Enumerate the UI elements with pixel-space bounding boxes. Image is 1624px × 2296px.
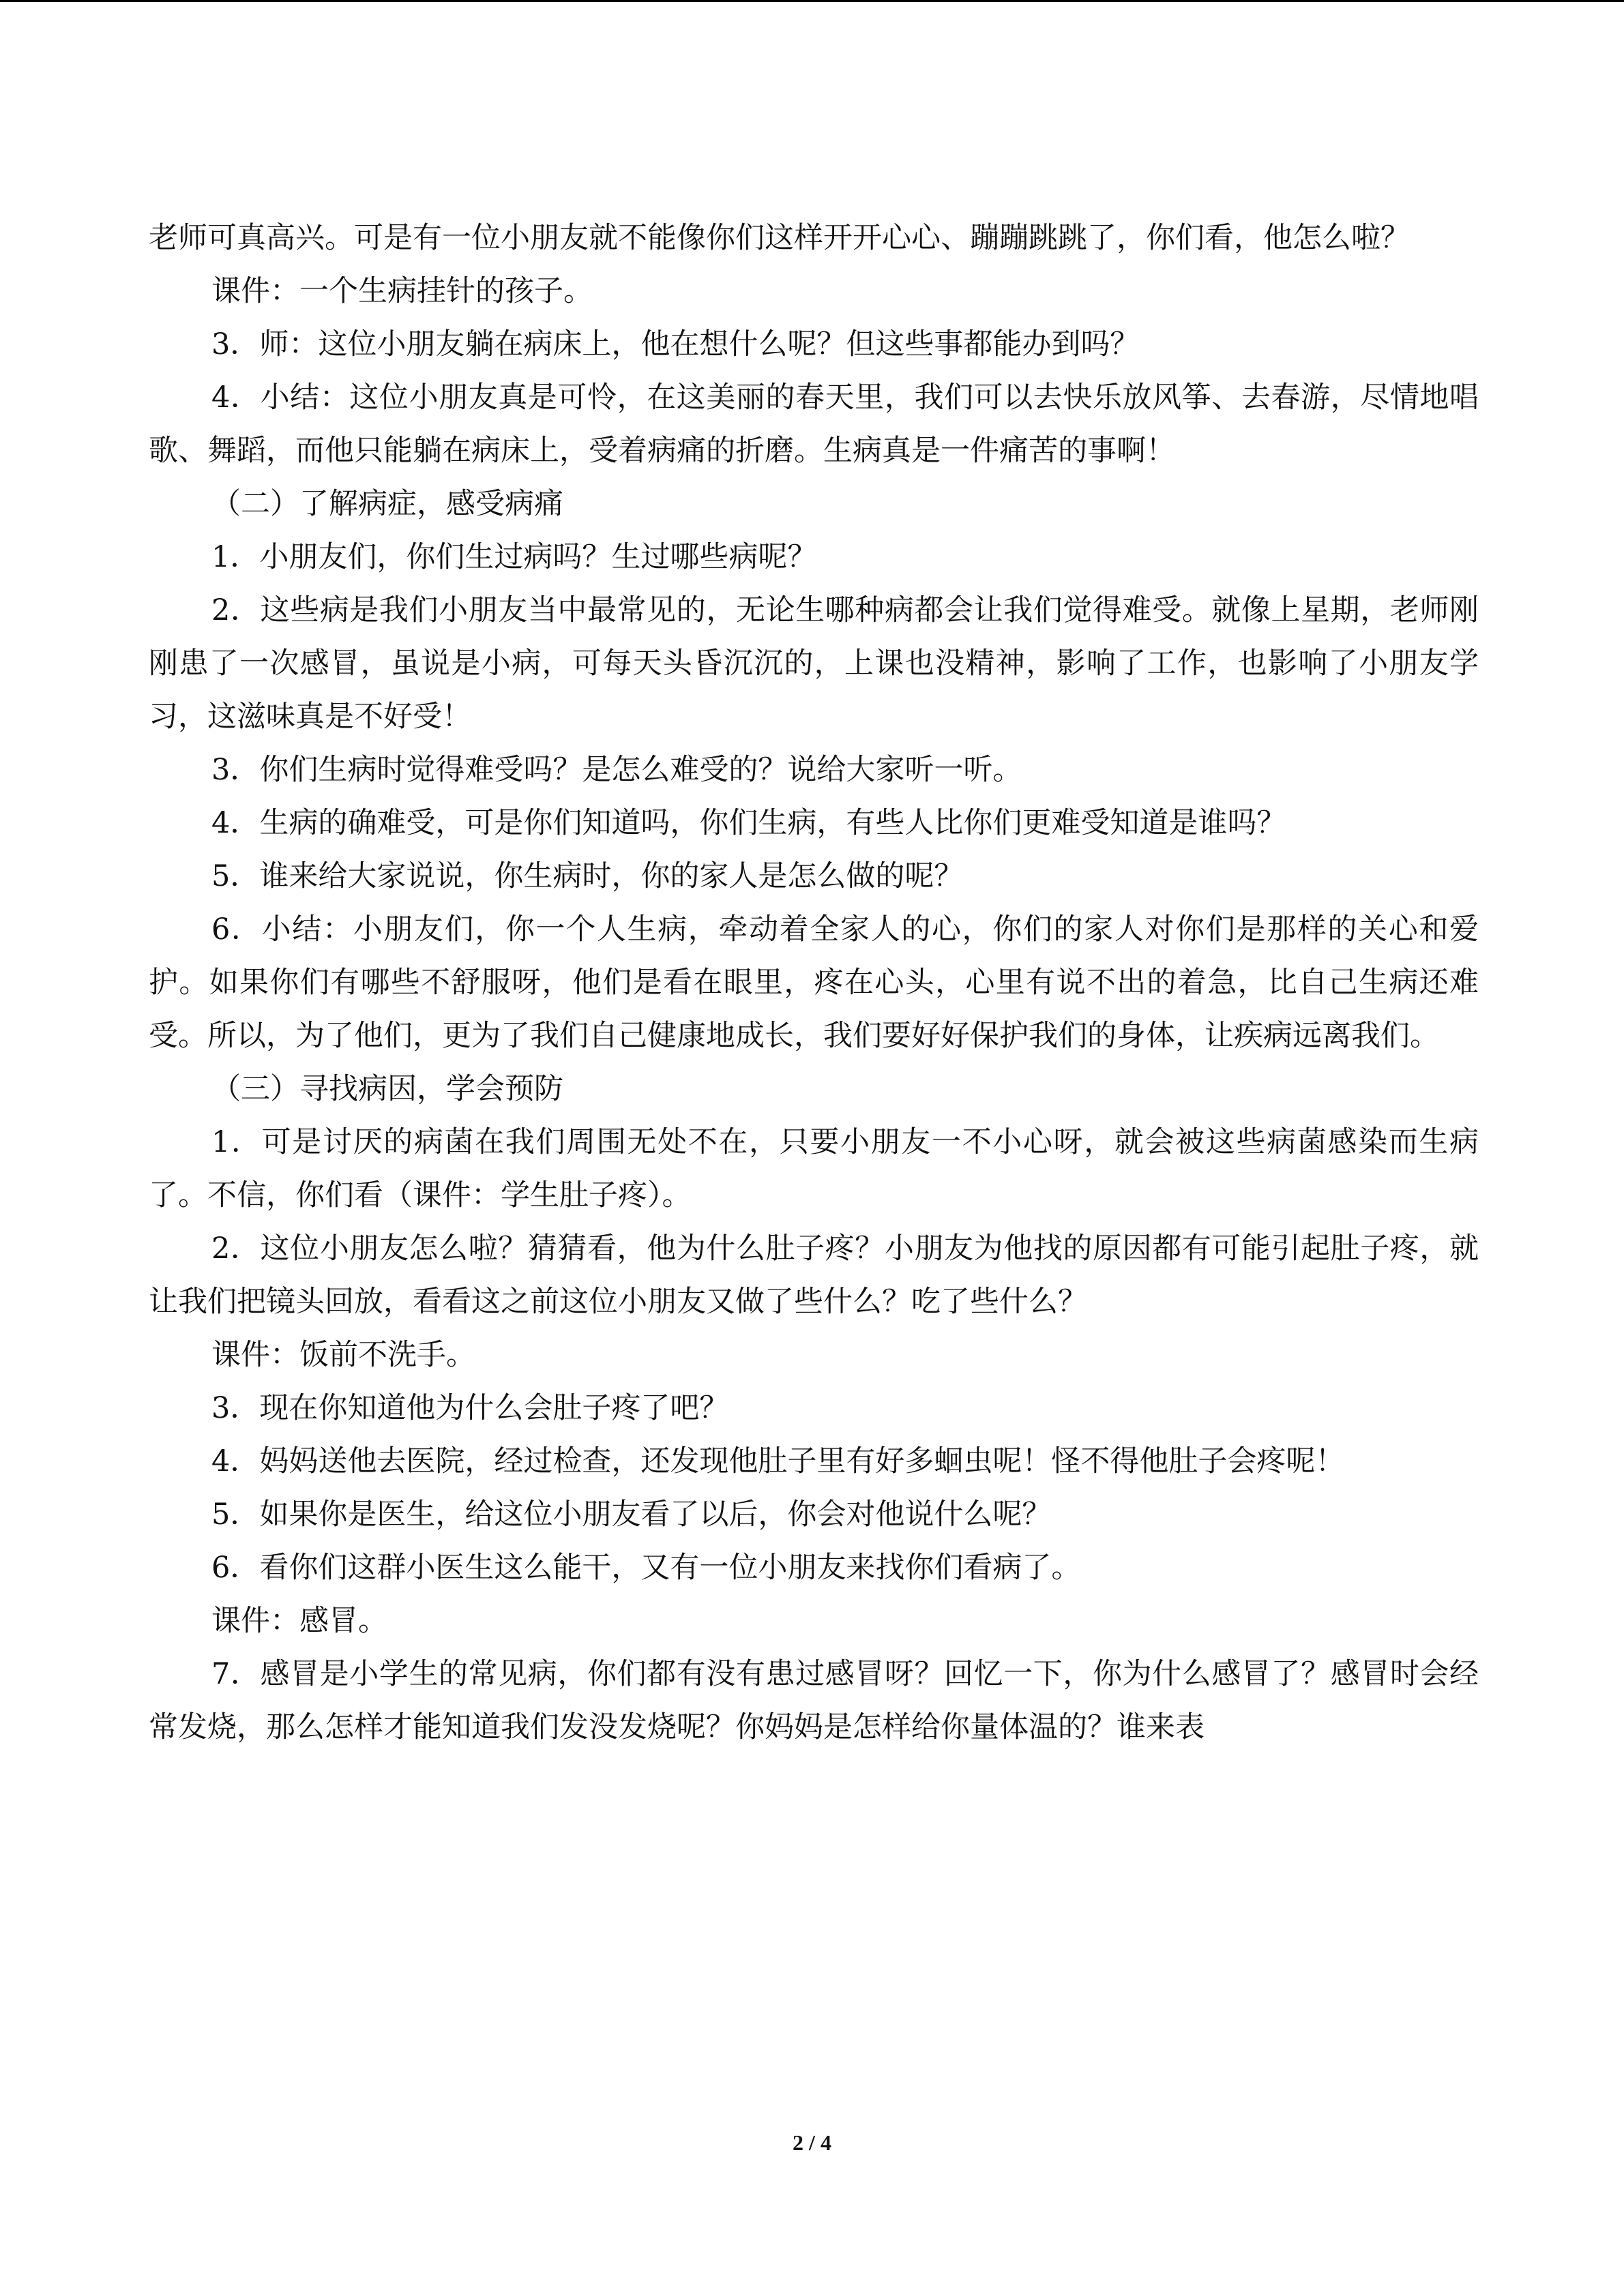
paragraph: 老师可真高兴。可是有一位小朋友就不能像你们这样开开心心、蹦蹦跳跳了，你们看，他怎么啦？: [149, 221, 1410, 255]
top-border-line: [0, 0, 1624, 2]
paragraph: 4．妈妈送他去医院，经过检查，还发现他肚子里有好多蛔虫呢！怪不得他肚子会疼呢！: [211, 1444, 1345, 1478]
paragraph: 3．现在你知道他为什么会肚子疼了吧？: [211, 1391, 729, 1425]
document-body: [149, 211, 1479, 1754]
paragraph: 6．小结：小朋友们，你一个人生病，牵动着全家人的心，你们的家人对你们是那样的关心和爱护。如果你们有哪些不舒服呀，他们是看在眼里，疼在心头，心里有说不出的着急，比自己生病还难受。所以，为了他们，更为了我们自己健康地成长，我们要好好保护我们的身体，让疾病远离我们。: [149, 912, 1479, 1053]
paragraph: 5．谁来给大家说说，你生病时，你的家人是怎么做的呢？: [211, 859, 964, 893]
paragraph: 3．你们生病时觉得难受吗？是怎么难受的？说给大家听一听。: [211, 753, 1022, 787]
section-heading: （二）了解病症，感受病痛: [211, 487, 563, 521]
paragraph: 2．这些病是我们小朋友当中最常见的，无论生哪种病都会让我们觉得难受。就像上星期，老师刚刚患了一次感冒，虽说是小病，可每天头昏沉沉的，上课也没精神，影响了工作，也影响了小朋友学习，这滋味真是不好受！: [149, 593, 1479, 734]
paragraph: 7．感冒是小学生的常见病，你们都有没有患过感冒呀？回忆一下，你为什么感冒了？感冒时会经常发烧，那么怎样才能知道我们发没发烧呢？你妈妈是怎样给你量体温的？谁来表: [149, 1657, 1479, 1744]
paragraph: 课件：感冒。: [211, 1604, 387, 1638]
paragraph: 4．小结：这位小朋友真是可怜，在这美丽的春天里，我们可以去快乐放风筝、去春游，尽情地唱歌、舞蹈，而他只能躺在病床上，受着病痛的折磨。生病真是一件痛苦的事啊！: [149, 381, 1479, 468]
section-heading: （三）寻找病因，学会预防: [211, 1072, 563, 1106]
paragraph: 1．可是讨厌的病菌在我们周围无处不在，只要小朋友一不小心呀，就会被这些病菌感染而生病了。不信，你们看（课件：学生肚子疼）。: [149, 1125, 1479, 1212]
paragraph: 6．看你们这群小医生这么能干，又有一位小朋友来找你们看病了。: [211, 1551, 1081, 1585]
paragraph: 3．师：这位小朋友躺在病床上，他在想什么呢？但这些事都能办到吗？: [211, 327, 1140, 361]
paragraph: 课件：饭前不洗手。: [211, 1338, 475, 1372]
paragraph: 4．生病的确难受，可是你们知道吗，你们生病，有些人比你们更难受知道是谁吗？: [211, 806, 1286, 840]
paragraph: 1．小朋友们，你们生过病吗？生过哪些病呢？: [211, 540, 817, 574]
paragraph: 5．如果你是医生，给这位小朋友看了以后，你会对他说什么呢？: [211, 1497, 1052, 1532]
paragraph: 2．这位小朋友怎么啦？猜猜看，他为什么肚子疼？小朋友为他找的原因都有可能引起肚子疼，就让我们把镜头回放，看看这之前这位小朋友又做了些什么？吃了些什么？: [149, 1232, 1479, 1319]
page-number: 2 / 4: [793, 2130, 831, 2155]
paragraph: 课件：一个生病挂针的孩子。: [211, 274, 593, 308]
